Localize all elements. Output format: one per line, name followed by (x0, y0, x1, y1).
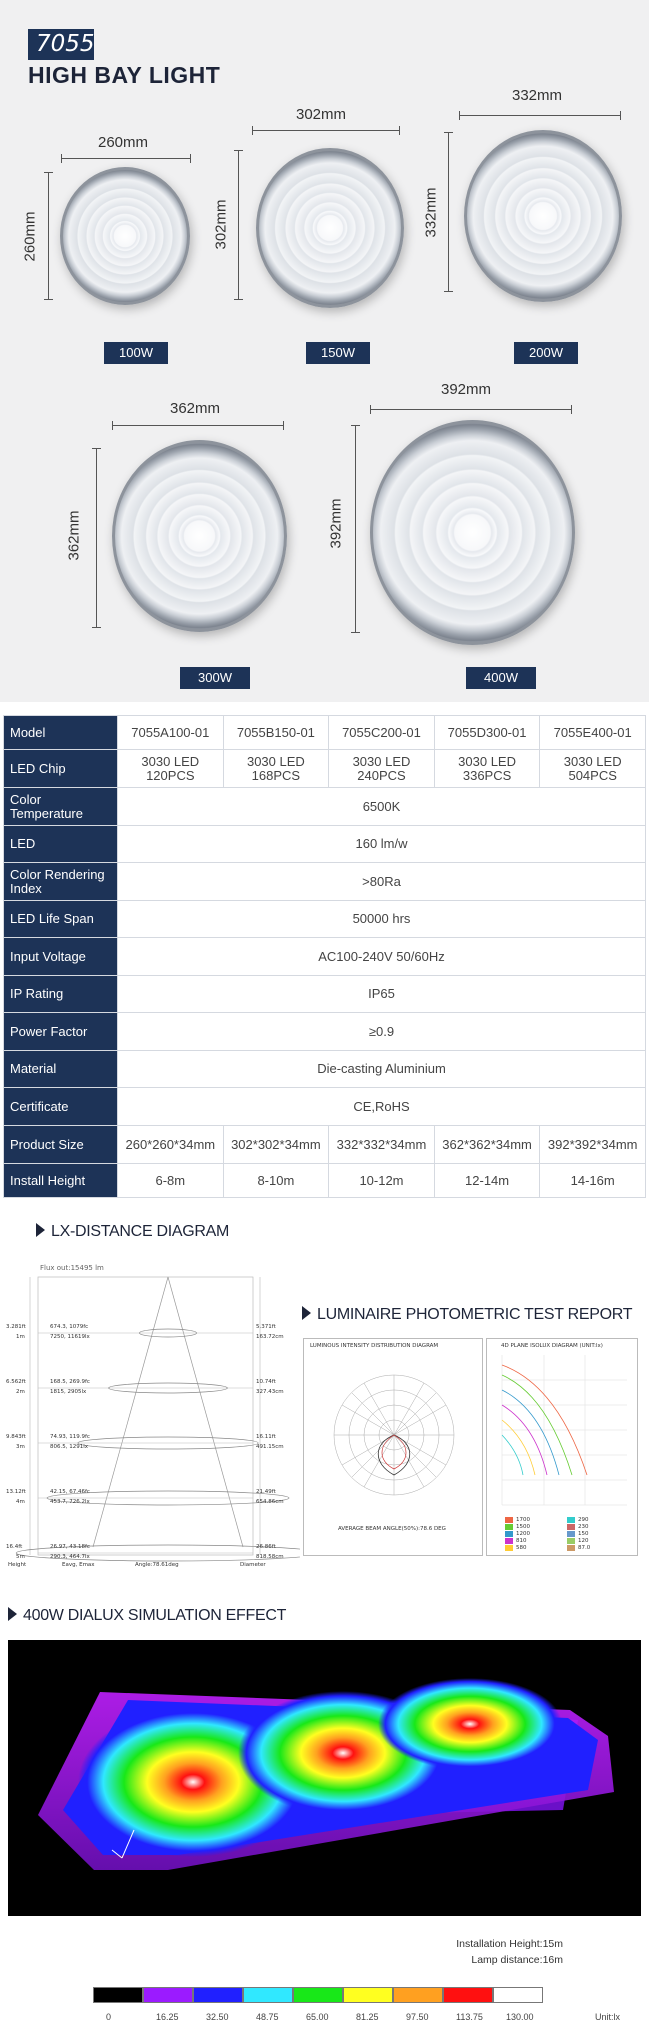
lamp-image-400w (370, 420, 575, 645)
lx-eavg-label: 26.97, 43.18fc (50, 1544, 90, 1550)
lx-m-label: 2m (16, 1389, 25, 1395)
lx-dcm-label: 491.15cm (256, 1444, 284, 1450)
dimension-line (252, 130, 400, 131)
isolux-legend-item: 150 (567, 1531, 589, 1537)
triangle-icon (8, 1607, 17, 1621)
lx-title-text: LX-DISTANCE DIAGRAM (51, 1223, 230, 1240)
width-label-300w: 362mm (170, 400, 221, 417)
installation-height: Installation Height:15m (456, 1938, 563, 1950)
photometric-title-text: LUMINAIRE PHOTOMETRIC TEST REPORT (317, 1306, 633, 1323)
scale-value-label: 0 (106, 2012, 112, 2022)
spec-value: 7055B150-01 (223, 716, 329, 750)
wattage-badge-150w: 150W (306, 342, 370, 364)
scale-value-label: 97.50 (406, 2012, 429, 2022)
isolux-legend-item: 580 (505, 1545, 527, 1551)
width-label-400w: 392mm (441, 381, 492, 398)
spec-value: IP65 (118, 976, 646, 1013)
product-gallery (0, 0, 649, 702)
spec-label: Color Temperature (4, 788, 118, 826)
scale-value-label: 32.50 (206, 2012, 229, 2022)
dimension-line (112, 425, 284, 426)
spec-row (4, 750, 646, 788)
isolux-legend-item: 87.0 (567, 1545, 590, 1551)
spec-label: LED Life Span (4, 901, 118, 938)
lx-emax-label: 290.3, 464.7lx (50, 1554, 90, 1560)
spec-value: 6-8m (118, 1164, 224, 1198)
page-title: HIGH BAY LIGHT (28, 62, 221, 88)
lamp-image-100w (60, 167, 190, 305)
lx-m-label: 1m (16, 1334, 25, 1340)
spec-label: Color Rendering Index (4, 863, 118, 901)
spec-row (4, 1164, 646, 1198)
lx-dft-label: 16.11ft (256, 1434, 276, 1440)
wattage-badge-100w: 100W (104, 342, 168, 364)
lx-footer-height: Height (8, 1562, 27, 1568)
lx-eavg-label: 674.3, 1079fc (50, 1324, 89, 1330)
lx-footer-eavg: Eavg, Emax (62, 1562, 95, 1568)
scale-value-label: 48.75 (256, 2012, 279, 2022)
spec-value: 8-10m (223, 1164, 329, 1198)
polar-title: LUMINOUS INTENSITY DISTRIBUTION DIAGRAM (310, 1343, 439, 1349)
spec-value: 7055A100-01 (118, 716, 224, 750)
spec-value: 3030 LED 336PCS (434, 750, 540, 788)
scale-color-cell (493, 1987, 543, 2003)
isolux-title: 4D PLANE ISOLUX DIAGRAM (UNIT:lx) (501, 1343, 603, 1349)
lamp-image-150w (256, 148, 404, 308)
lx-emax-label: 453.7, 726.2lx (50, 1499, 90, 1505)
lx-dft-label: 5.371ft (256, 1324, 276, 1330)
spec-value: 3030 LED 240PCS (329, 750, 435, 788)
triangle-icon (36, 1223, 45, 1237)
spec-value: 260*260*34mm (118, 1126, 224, 1164)
lx-dft-label: 10.74ft (256, 1379, 276, 1385)
scale-value-label: 81.25 (356, 2012, 379, 2022)
height-label-200w: 332mm (422, 187, 440, 238)
spec-value: 3030 LED 120PCS (118, 750, 224, 788)
spec-value: 6500K (118, 788, 646, 826)
spec-table-body (4, 716, 646, 1198)
lx-footer-diameter: Diameter (240, 1562, 266, 1568)
isolux-legend-item: 120 (567, 1538, 589, 1544)
isolux-legend-item: 1500 (505, 1524, 530, 1530)
isolux-legend-item: 230 (567, 1524, 589, 1530)
isolux-legend-item: 1200 (505, 1531, 530, 1537)
wattage-badge-400w: 400W (466, 667, 536, 689)
scale-color-cell (193, 1987, 243, 2003)
lx-m-label: 3m (16, 1444, 25, 1450)
spec-value: 12-14m (434, 1164, 540, 1198)
lx-eavg-label: 168.5, 269.9fc (50, 1379, 90, 1385)
scale-color-cell (343, 1987, 393, 2003)
scale-color-cell (293, 1987, 343, 2003)
scale-color-cell (243, 1987, 293, 2003)
lx-dcm-label: 654.86cm (256, 1499, 284, 1505)
lx-ft-label: 13.12ft (6, 1489, 26, 1495)
lamp-image-200w (464, 130, 622, 302)
scale-value-label: 113.75 (456, 2012, 483, 2022)
spec-row (4, 716, 646, 750)
polar-chart-panel (303, 1338, 483, 1556)
dimension-line (448, 132, 449, 292)
scale-value-label: 130.00 (506, 2012, 534, 2022)
spec-label: Product Size (4, 1126, 118, 1164)
width-label-150w: 302mm (296, 106, 347, 123)
dialux-section-title (8, 1607, 286, 1625)
photometric-section-title (302, 1306, 632, 1324)
spec-label: LED (4, 826, 118, 863)
spec-row (4, 901, 646, 938)
spec-row (4, 788, 646, 826)
dimension-line (459, 115, 621, 116)
spec-label: Input Voltage (4, 938, 118, 976)
wattage-badge-200w: 200W (514, 342, 578, 364)
spec-value: 14-16m (540, 1164, 646, 1198)
dimension-line (238, 150, 239, 300)
spec-label: Material (4, 1051, 118, 1088)
dimension-line (61, 158, 191, 159)
spec-value: CE,RoHS (118, 1088, 646, 1126)
scale-value-label: 16.25 (156, 2012, 179, 2022)
spec-value: 302*302*34mm (223, 1126, 329, 1164)
scale-color-cell (93, 1987, 143, 2003)
dialux-heatmap (8, 1640, 641, 1916)
dialux-title-text: 400W DIALUX SIMULATION EFFECT (23, 1607, 287, 1624)
spec-label: IP Rating (4, 976, 118, 1013)
lx-ft-label: 6.562ft (6, 1379, 26, 1385)
dimension-line (370, 409, 572, 410)
wattage-badge-300w: 300W (180, 667, 250, 689)
spec-row (4, 826, 646, 863)
dialux-simulation-image (8, 1640, 641, 1916)
spec-value: 392*392*34mm (540, 1126, 646, 1164)
isolux-diagram (497, 1355, 632, 1515)
lx-diagram (0, 1275, 300, 1575)
lx-section-title (36, 1223, 229, 1241)
spec-value: 160 lm/w (118, 826, 646, 863)
spec-value: 7055D300-01 (434, 716, 540, 750)
model-tag: 7055 (28, 29, 94, 60)
spec-value: ≥0.9 (118, 1013, 646, 1051)
spec-label: LED Chip (4, 750, 118, 788)
spec-value: 332*332*34mm (329, 1126, 435, 1164)
polar-diagram (314, 1353, 476, 1518)
isolux-legend-item: 810 (505, 1538, 527, 1544)
spec-row (4, 938, 646, 976)
dimension-line (48, 172, 49, 300)
spec-label: Power Factor (4, 1013, 118, 1051)
triangle-icon (302, 1306, 311, 1320)
lx-dft-label: 26.86ft (256, 1544, 276, 1550)
spec-value: 362*362*34mm (434, 1126, 540, 1164)
lx-emax-label: 806.5, 1291lx (50, 1444, 89, 1450)
scale-value-label: 65.00 (306, 2012, 329, 2022)
scale-unit: Unit:lx (595, 2012, 621, 2022)
lamp-image-300w (112, 440, 287, 632)
lx-emax-label: 1815, 2905lx (50, 1389, 87, 1395)
lamp-distance: Lamp distance:16m (471, 1954, 563, 1966)
lx-eavg-label: 42.15, 67.46fc (50, 1489, 90, 1495)
spec-value: 7055C200-01 (329, 716, 435, 750)
height-label-300w: 362mm (65, 510, 83, 561)
isolux-chart-panel (486, 1338, 638, 1556)
spec-row (4, 1051, 646, 1088)
spec-row (4, 863, 646, 901)
polar-beam-note: AVERAGE BEAM ANGLE(50%):78.6 DEG (338, 1526, 446, 1532)
lx-ft-label: 9.843ft (6, 1434, 26, 1440)
lx-ft-label: 16.4ft (6, 1544, 23, 1550)
spec-value: Die-casting Aluminium (118, 1051, 646, 1088)
scale-color-cell (393, 1987, 443, 2003)
lx-ft-label: 3.281ft (6, 1324, 26, 1330)
dimension-line (355, 425, 356, 633)
spec-value: AC100-240V 50/60Hz (118, 938, 646, 976)
scale-color-cell (443, 1987, 493, 2003)
spec-table (3, 715, 646, 1198)
spec-row (4, 976, 646, 1013)
spec-label: Install Height (4, 1164, 118, 1198)
spec-value: >80Ra (118, 863, 646, 901)
height-label-400w: 392mm (327, 498, 345, 549)
lx-emax-label: 7250, 11619lx (50, 1334, 90, 1340)
spec-value: 10-12m (329, 1164, 435, 1198)
lx-dcm-label: 163.72cm (256, 1334, 284, 1340)
lx-m-label: 5m (16, 1554, 25, 1560)
isolux-legend-item: 290 (567, 1517, 589, 1523)
spec-value: 7055E400-01 (540, 716, 646, 750)
dimension-line (96, 448, 97, 628)
lx-footer-angle: Angle:78.61deg (135, 1562, 179, 1568)
width-label-200w: 332mm (512, 87, 563, 104)
spec-row (4, 1088, 646, 1126)
lx-dft-label: 21.49ft (256, 1489, 276, 1495)
spec-value: 3030 LED 168PCS (223, 750, 329, 788)
scale-color-cell (143, 1987, 193, 2003)
lx-dcm-label: 327.43cm (256, 1389, 284, 1395)
spec-label: Model (4, 716, 118, 750)
spec-value: 50000 hrs (118, 901, 646, 938)
height-label-100w: 260mm (21, 211, 39, 262)
lx-m-label: 4m (16, 1499, 25, 1505)
lx-eavg-label: 74.93, 119.9fc (50, 1434, 90, 1440)
spec-value: 3030 LED 504PCS (540, 750, 646, 788)
flux-label: Flux out:15495 lm (40, 1264, 104, 1272)
height-label-150w: 302mm (212, 199, 230, 250)
width-label-100w: 260mm (98, 134, 149, 151)
spec-label: Certificate (4, 1088, 118, 1126)
spec-row (4, 1013, 646, 1051)
spec-row (4, 1126, 646, 1164)
lx-dcm-label: 818.58cm (256, 1554, 284, 1560)
isolux-legend-item: 1700 (505, 1517, 530, 1523)
